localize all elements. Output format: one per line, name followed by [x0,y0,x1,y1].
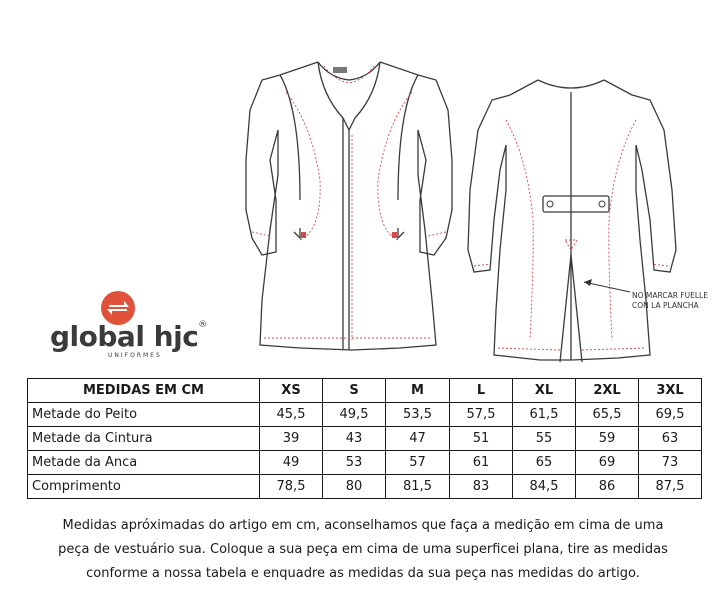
annotation-line-1: NO MARCAR FUELLE [632,291,708,300]
table-cell: 69,5 [639,403,702,427]
table-cell: 39 [260,427,323,451]
back-annotation [632,291,708,311]
header-size: 2XL [576,379,639,403]
table-cell: 51 [450,427,513,451]
header-size: XS [260,379,323,403]
table-cell: 63 [639,427,702,451]
table-cell: 65,5 [576,403,639,427]
table-cell: 49 [260,451,323,475]
annotation-arrow [584,282,630,292]
table-cell: 59 [576,427,639,451]
table-cell: 55 [513,427,576,451]
table-cell: 80 [323,475,386,499]
header-size: M [386,379,450,403]
table-cell: 61 [450,451,513,475]
table-row [28,427,702,451]
back-belt-button-left [547,201,553,207]
brand-tagline: UNIFORMES [108,352,162,359]
annotation-arrowhead [584,279,592,286]
table-cell: 53,5 [386,403,450,427]
header-size: S [323,379,386,403]
size-chart-table [27,378,702,499]
brand-name: global hjc [50,320,199,353]
table-cell: 53 [323,451,386,475]
note-line-2: peça de vestuário sua. Coloque a sua peça em cima de uma superficei plana, tire as medidas [58,542,668,557]
table-cell: 86 [576,475,639,499]
table-cell: 83 [450,475,513,499]
table-cell: 78,5 [260,475,323,499]
row-label: Metade da Cintura [28,427,260,451]
table-cell: 73 [639,451,702,475]
table-row [28,403,702,427]
table-cell: 61,5 [513,403,576,427]
header-measure-label: MEDIDAS EM CM [28,379,260,403]
table-cell: 57,5 [450,403,513,427]
table-header-row [28,379,702,403]
header-size: 3XL [639,379,702,403]
table-cell: 84,5 [513,475,576,499]
brand-registered: ® [198,320,207,330]
note-line-3: conforme a nossa tabela e enquadre as medidas da sua peça nas medidas do artigo. [86,566,640,581]
table-cell: 87,5 [639,475,702,499]
table-cell: 65 [513,451,576,475]
table-cell: 57 [386,451,450,475]
table-row [28,451,702,475]
table-cell: 43 [323,427,386,451]
table-cell: 45,5 [260,403,323,427]
table-cell: 81,5 [386,475,450,499]
brand-logo [50,290,220,360]
header-size: XL [513,379,576,403]
brand-wordmark [50,320,207,353]
annotation-line-2: CON LA PLANCHA [632,301,699,310]
table-row [28,475,702,499]
table-cell: 69 [576,451,639,475]
coat-back-outline [468,80,676,362]
back-belt-button-right [599,201,605,207]
table-cell: 47 [386,427,450,451]
table-cell: 49,5 [323,403,386,427]
row-label: Metade da Anca [28,451,260,475]
header-size: L [450,379,513,403]
note-line-1: Medidas apróximadas do artigo em cm, aconselhamos que faça a medição em cima de uma [62,518,664,533]
measurement-note [20,514,706,586]
row-label: Comprimento [28,475,260,499]
row-label: Metade do Peito [28,403,260,427]
